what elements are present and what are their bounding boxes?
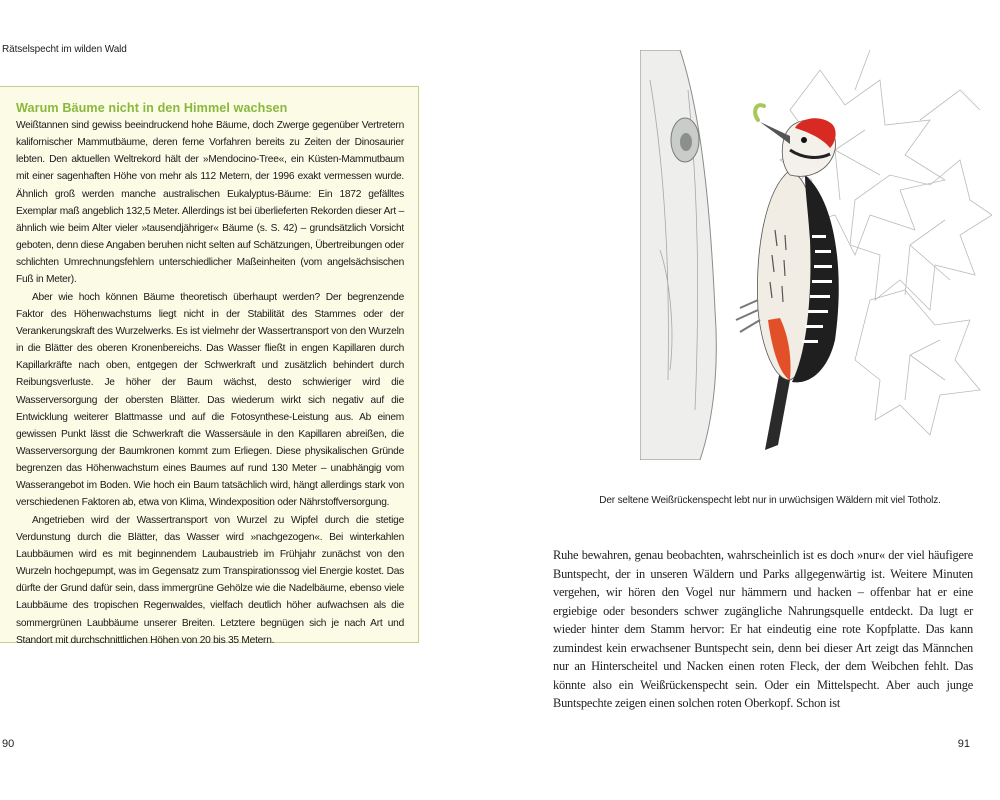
info-box-paragraph-3: Angetrieben wird der Wassertransport von Wurzel zu Wipfel durch die stetige Verdunstung durch die Blätter, das Wasser wird »nachgezogen«. Bei winterkahlen Laubbäumen wird es mit beginnendem Laubaustrieb im Frühjahr zunächst von den Wurzeln hochgepumpt, was im Gegensatz zum Transpirationssog viel Energie kostet. Das dürfte der Grund dafür sein, dass immergrüne Gehölze wie die Nadelbäume, ebenso viele Laubbäume des tropischen Regenwaldes, vielfach deutlich höher aufwachsen als die sommergrünen Laubbäume unserer Breiten. Letztere begnügen sich je nach Art und Standort mit durchschnittlichen Höhen von 20 bis 35 Metern.: [16, 514, 404, 646]
info-box: [0, 86, 419, 646]
page-number-left: 90: [2, 738, 15, 750]
woodpecker-bird-icon: [736, 105, 839, 450]
main-body-text: Ruhe bewahren, genau beobachten, wahrscheinlich ist es doch »nur« der viel häufigere Buntspecht, der in unseren Wäldern und Parks allgegenwärtig ist. Weitere Minuten vergehen, wir hören den Vogel nur hämmern und hacken – offenbar hat er eine ergiebige oder besonders schwer zugängliche Nahrungsquelle entdeckt. Da lugt er wieder hinter dem Stamm hervor: Er hat eindeutig eine rote Kopfplatte. Das kann zumindest kein erwachsener Buntspecht sein, denn bei dieser Art zeigt das Männchen nur an Hinterscheitel und Nacken einen roten Fleck, der dem Weibchen fehlt. Das könnte also ein Weißrückenspecht sein. Oder ein Mittelspecht. Aber auch junge Buntspechte zeigen einen solchen roten Oberkopf. Schon ist: [553, 548, 973, 710]
info-box-title: Warum Bäume nicht in den Himmel wachsen: [16, 101, 288, 115]
tree-trunk-icon: [640, 50, 716, 460]
woodpecker-illustration: [640, 50, 992, 460]
info-box-paragraph-1: Weißtannen sind gewiss beeindruckend hohe Bäume, doch Zwerge gegenüber Vertretern kalifornischer Mammutbäume, deren ferne Vorfahren bereits zu Zeiten der Dinosaurier lebten. Den aktuellen Weltrekord hält der »Mendocino-Tree«, ein Küsten-Mammutbaum mit einer sagenhaften Höhe von mehr als 112 Metern, der 1996 exakt vermessen wurde. Ähnlich groß werden manche australischen Eukalyptus-Bäume: Ein 1872 gefälltes Exemplar maß angeblich 132,5 Meter. Allerdings ist bei überlieferten Rekorden dieser Art – ähnlich wie beim Alter vieler »tausendjähriger« Bäume (s. S. 42) – grundsätzlich Vorsicht geboten, denn diese Angaben beruhen nicht selten auf Schätzungen, Übertreibungen oder schlichten Umrechnungsfehlern unterschiedlicher Maßeinheiten (vom angelsächsischen Fuß in Meter).: [16, 120, 404, 286]
page-number-right: 91: [957, 738, 970, 750]
running-head: Rätselspecht im wilden Wald: [2, 44, 127, 55]
illustration-caption: Der seltene Weißrückenspecht lebt nur in urwüchsigen Wäldern mit viel Totholz.: [599, 495, 941, 506]
info-box-paragraph-2: Aber wie hoch können Bäume theoretisch überhaupt werden? Der begrenzende Faktor des Höhenwachstums liegt nicht in der Stabilität des Stammes oder der Verankerungskraft des Wurzelwerks. Es ist vielmehr der Wassertransport von den Wurzeln in die Blätter des oberen Kronenbereichs. Das Wasser fließt in engen Kapillaren durch Kapillarkräfte nach oben, entgegen der Schwerkraft und zusätzlich behindert durch Reibungsverluste. Je höher der Baum wächst, desto schwieriger wird die Wasserversorgung der obersten Blätter. Das wiederum wirkt sich negativ auf die Entwicklung weiterer Blattmasse und auf die Fotosynthese-Leistung aus. Ab einem gewissen Punkt lässt die Schwerkraft die Wassersäule in den Kapillaren abreißen, die Wasserversorgung der Baumkronen kommt zum Erliegen. Diese physikalischen Gründe begrenzen das Höhenwachstum eines Baumes auf rund 130 Meter – unabhängig vom Wasserangebot im Boden. Wie hoch ein Baum tatsächlich wird, hängt allerdings stark von verschiedenen Faktoren ab, etwa von Klima, Windexposition oder Nährstoffversorgung.: [16, 291, 404, 509]
